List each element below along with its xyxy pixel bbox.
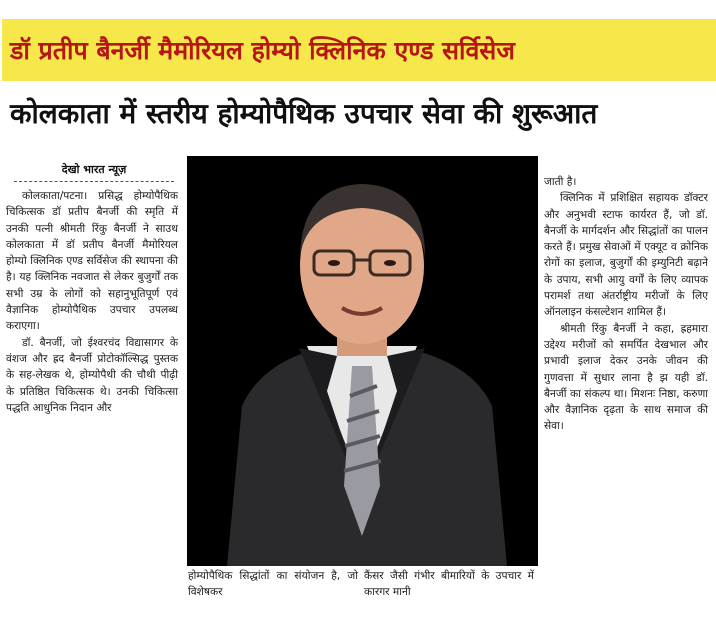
banner-title: डॉ प्रतीप बैनर्जी मैमोरियल होम्यो क्लिनिक एण्ड सर्विसेज xyxy=(10,36,515,65)
portrait-illustration xyxy=(187,156,538,566)
previous-article-strip xyxy=(0,0,716,8)
right-paragraph-1: जाती है। xyxy=(544,176,577,188)
left-column xyxy=(6,188,178,416)
right-paragraph-2: क्लिनिक में प्रशिक्षित सहायक डॉक्टर और अनुभवी स्टाफ कार्यरत हैं, जो डॉ. बैनर्जी के मार्गदर्शन और सिद्धांतों का पालन करते हैं। प्रमुख सेवाओं में एक्यूट व क्रोनिक रोगों का इलाज, बुजुर्गों की इम्युनिटी बढ़ाने के उपाय, सभी आयु वर्गों के लिए व्यापक परामर्श तथा अंतर्राष्ट्रीय मरीजों के लिए ऑनलाइन कंसल्टेशन शामिल हैं। xyxy=(544,192,708,319)
next-article-strip xyxy=(0,620,716,632)
headline: कोलकाता में स्तरीय होम्योपैथिक उपचार सेवा की शुरूआत xyxy=(10,97,598,130)
right-paragraph-3: श्रीमती रिंकु बैनर्जी ने कहा, ह्रहमारा उद्देश्य मरीजों को समर्पित देखभाल और प्रभावी इलाज देकर उनके जीवन की गुणवत्ता में सुधार लाना है झ यही डॉ. बैनर्जी का संकल्प था। मिशनः निष्ठा, करुणा और वैज्ञानिक दृढ़ता के साथ समाज की सेवा। xyxy=(544,322,708,433)
byline: देखो भारत न्यूज़ xyxy=(61,163,127,176)
left-paragraph-2: डॉ. बैनर्जी, जो ईश्वरचंद विद्यासागर के वंशज और ह्रद बैनर्जी प्रोटोकॉल्सिद्ध पुस्तक के सह-लेखक थे, होम्योपैथी की चौथी पीढ़ी के प्रतिष्ठित चिकित्सक थे। उनकी चिकित्सा पद्धति आधुनिक निदान और xyxy=(6,336,178,414)
left-paragraph-1: कोलकाता/पटना। प्रसिद्ध होम्योपैथिक चिकित्सक डॉ प्रतीप बैनर्जी की स्मृति में उनकी पत्नी श्रीमती रिंकु बैनर्जी ने साउथ कोलकाता में डॉ प्रतीप बैनर्जी मैमोरियल होम्यो क्लिनिक एण्ड सर्विसेज की स्थापना की है। यह क्लिनिक नवजात से लेकर बुजुर्गों तक सभी उम्र के लोगों को सहानुभूतिपूर्ण एवं वैज्ञानिक होम्योपैथिक उपचार उपलब्ध कराएगा। xyxy=(6,190,178,333)
title-banner xyxy=(2,19,716,81)
below-photo-text-1: होम्योपैथिक सिद्धांतों का संयोजन है, जो विशेषकर xyxy=(188,570,358,599)
right-column xyxy=(544,174,708,435)
byline-divider xyxy=(14,181,174,182)
portrait-photo xyxy=(187,156,538,566)
below-photo-text-2: कैंसर जैसी गंभीर बीमारियों के उपचार में कारगर मानी xyxy=(364,570,534,599)
